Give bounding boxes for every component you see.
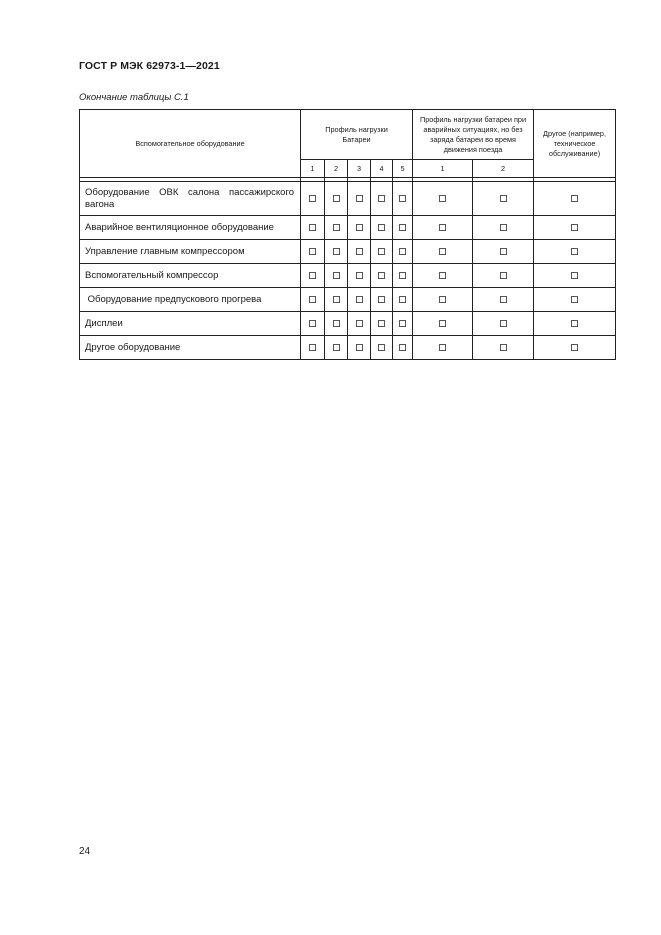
checkbox-icon: [309, 272, 316, 279]
checkbox-icon: [439, 272, 446, 279]
equipment-name: Оборудование ОВК салона пассажирского вагона: [80, 182, 301, 216]
checkbox-icon: [378, 248, 385, 255]
checkbox-icon: [309, 296, 316, 303]
header-emergency-profile: Профиль нагрузки батареи при аварийных ситуациях, но без заряда батареи во время движения поезда: [413, 110, 534, 160]
checkbox-icon: [333, 272, 340, 279]
checkbox-icon: [500, 320, 507, 327]
checkbox-icon: [378, 296, 385, 303]
checkbox-icon: [333, 248, 340, 255]
header-battery-profile: Профиль нагрузки Батареи: [301, 110, 413, 160]
table-row: [80, 288, 616, 312]
equipment-name: Вспомогательный компрессор: [80, 264, 301, 288]
checkbox-icon: [333, 320, 340, 327]
table-row: [80, 182, 616, 216]
checkbox-icon: [399, 224, 406, 231]
checkbox-icon: [378, 320, 385, 327]
table-row: [80, 240, 616, 264]
table-caption: Окончание таблицы С.1: [79, 92, 189, 103]
checkbox-icon: [500, 195, 507, 202]
equipment-name: Другое оборудование: [80, 336, 301, 360]
checkbox-icon: [356, 195, 363, 202]
subheader-battery-3: 3: [348, 160, 371, 178]
auxiliary-equipment-table: [79, 109, 616, 360]
checkbox-icon: [571, 224, 578, 231]
table-row: [80, 336, 616, 360]
checkbox-icon: [571, 248, 578, 255]
subheader-battery-2: 2: [325, 160, 348, 178]
equipment-name: Оборудование предпускового прогрева: [80, 288, 301, 312]
checkbox-icon: [571, 195, 578, 202]
checkbox-icon: [571, 296, 578, 303]
checkbox-icon: [500, 272, 507, 279]
checkbox-icon: [571, 344, 578, 351]
checkbox-icon: [500, 344, 507, 351]
checkbox-icon: [439, 296, 446, 303]
subheader-emergency-2: 2: [473, 160, 534, 178]
checkbox-icon: [399, 296, 406, 303]
checkbox-icon: [439, 344, 446, 351]
checkbox-icon: [356, 248, 363, 255]
checkbox-icon: [309, 344, 316, 351]
checkbox-icon: [378, 344, 385, 351]
subheader-emergency-1: 1: [413, 160, 473, 178]
header-equipment: Вспомогательное оборудование: [80, 110, 301, 178]
checkbox-icon: [399, 248, 406, 255]
checkbox-icon: [399, 344, 406, 351]
page-number: 24: [79, 846, 91, 857]
checkbox-icon: [500, 248, 507, 255]
checkbox-icon: [333, 296, 340, 303]
checkbox-icon: [333, 344, 340, 351]
checkbox-icon: [378, 195, 385, 202]
checkbox-icon: [571, 320, 578, 327]
checkbox-icon: [356, 344, 363, 351]
checkbox-icon: [399, 272, 406, 279]
checkbox-icon: [356, 320, 363, 327]
checkbox-icon: [399, 195, 406, 202]
checkbox-icon: [571, 272, 578, 279]
header-other: Другое (например, техническое обслуживание): [534, 110, 616, 178]
checkbox-icon: [378, 272, 385, 279]
checkbox-icon: [333, 224, 340, 231]
checkbox-icon: [356, 224, 363, 231]
equipment-name: Дисплеи: [80, 312, 301, 336]
checkbox-icon: [309, 248, 316, 255]
checkbox-icon: [500, 296, 507, 303]
checkbox-icon: [356, 272, 363, 279]
subheader-battery-5: 5: [393, 160, 413, 178]
table-row: [80, 216, 616, 240]
checkbox-icon: [500, 224, 507, 231]
table-row: [80, 264, 616, 288]
checkbox-icon: [439, 224, 446, 231]
checkbox-icon: [439, 248, 446, 255]
document-title: ГОСТ Р МЭК 62973-1—2021: [79, 60, 220, 72]
checkbox-icon: [378, 224, 385, 231]
table-row: [80, 312, 616, 336]
subheader-battery-4: 4: [371, 160, 393, 178]
checkbox-icon: [309, 195, 316, 202]
checkbox-icon: [439, 320, 446, 327]
checkbox-icon: [309, 224, 316, 231]
checkbox-icon: [439, 195, 446, 202]
equipment-name: Управление главным компрессором: [80, 240, 301, 264]
checkbox-icon: [399, 320, 406, 327]
checkbox-icon: [333, 195, 340, 202]
subheader-battery-1: 1: [301, 160, 325, 178]
checkbox-icon: [309, 320, 316, 327]
checkbox-icon: [356, 296, 363, 303]
equipment-name: Аварийное вентиляционное оборудование: [80, 216, 301, 240]
